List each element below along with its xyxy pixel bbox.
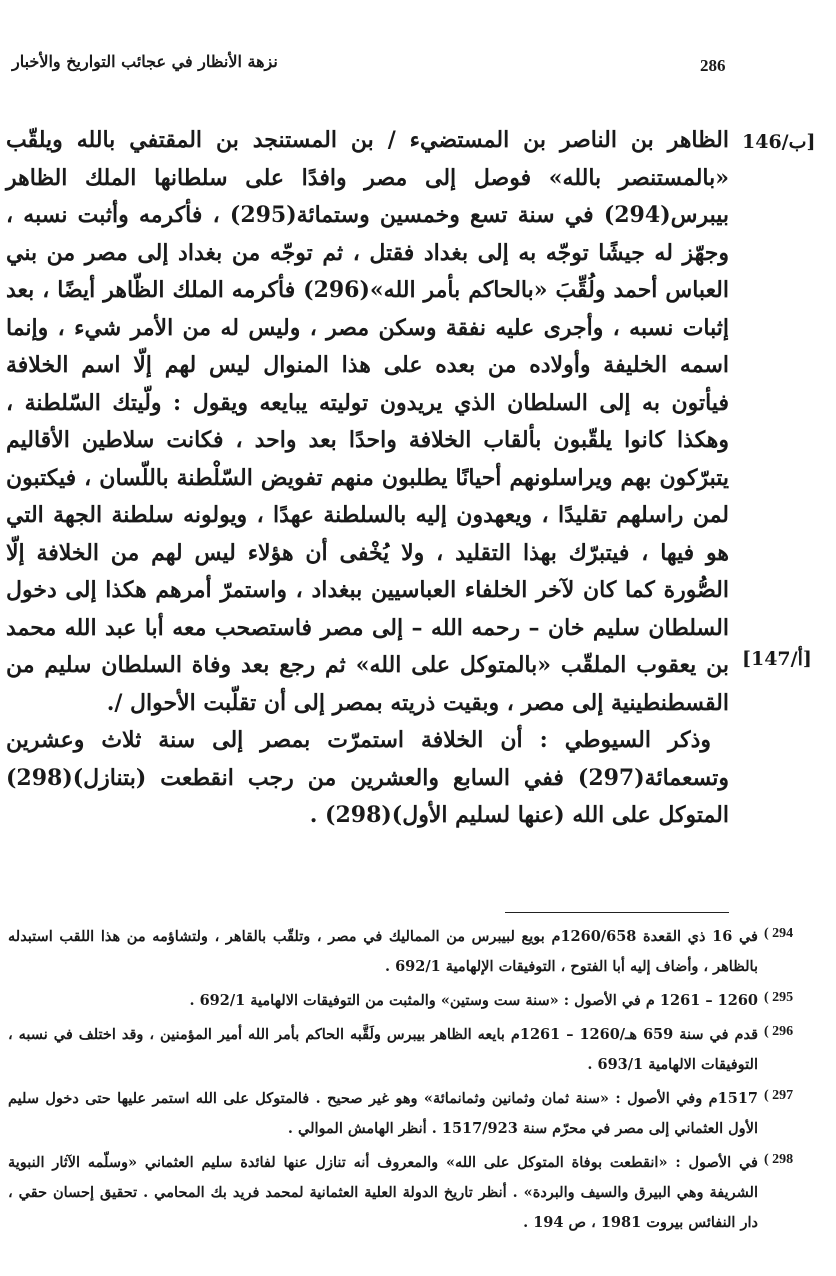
footnote-separator bbox=[505, 912, 729, 913]
main-text-block bbox=[6, 122, 729, 835]
running-header-title: نزهة الأنظار في عجائب التواريخ والأخبار bbox=[12, 52, 278, 71]
footnote bbox=[8, 1020, 822, 1080]
footnotes-section bbox=[8, 922, 822, 1242]
footnote-number: ( 298 bbox=[764, 1152, 794, 1167]
page-number: 286 bbox=[700, 56, 726, 75]
footnote-text: في 16 ذي القعدة 1260/658م بويع لبيبرس من المماليك في مصر ، وتلقّب بالقاهر ، ولتشاؤمه من هذا اللقب استبدله بالظاهر ، وأضاف إليه أبا الفتوح ، التوفيقات الإلهامية 692/1 . bbox=[8, 928, 758, 975]
footnote bbox=[8, 1148, 822, 1238]
footnote-text: قدم في سنة 659 هـ/1260 – 1261م بايعه الظاهر بيبرس ولَقَّبه الحاكم بأمر الله أمير المؤمنين ، وقد اختلف في نسبه ، التوفيقات الالهامية 693/1 . bbox=[8, 1026, 758, 1073]
footnote-number: ( 297 bbox=[764, 1088, 794, 1103]
margin-reference-folio: [147/أ] bbox=[742, 648, 812, 670]
footnote bbox=[8, 1084, 822, 1144]
footnote-number: ( 295 bbox=[764, 990, 794, 1005]
footnote-text: في الأصول : «انقطعت بوفاة المتوكل على الله» والمعروف أنه تنازل عنها لفائدة سليم العثماني «وسلّمه الآثار النبوية الشريفة وهي البيرق والسيف والبردة» . أنظر تاريخ الدولة العلية العثمانية لمحمد فريد بك المحامي . تحقيق إحسان حقي ، دار النفائس بيروت 1981 ، ص 194 . bbox=[8, 1154, 758, 1231]
margin-reference-folio: 146/ب] bbox=[742, 131, 816, 153]
footnote-text: 1517م وفي الأصول : «سنة ثمان وثمانين وثمانمائة» وهو غير صحيح . فالمتوكل على الله استمر عليها حتى دخول سليم الأول العثماني إلى مصر في محرّم سنة 1517/923 . أنظر الهامش الموالي . bbox=[8, 1090, 758, 1137]
footnote-number: ( 294 bbox=[764, 926, 794, 941]
footnote bbox=[8, 986, 822, 1016]
footnote bbox=[8, 922, 822, 982]
body-paragraph: الظاهر بن الناصر بن المستضيء / بن المستنجد بن المقتفي بالله ويلقّب «بالمستنصر بالله» فوصل إلى مصر وافدًا على سلطانها الملك الظاهر بيبرس(294) في سنة تسع وخمسين وستمائة(295) ، فأكرمه وأثبت نسبه ، وجهّز له جيشًا توجّه به إلى بغداد فقتل ، ثم توجّه من بغداد إلى مصر من بني العباس أحمد ولُقِّبَ «بالحاكم بأمر الله»(296) فأكرمه الملك الظّاهر أيضًا ، بعد إثبات نسبه ، وأجرى عليه نفقة وسكن مصر ، وليس له من الأمر شيء ، وإنما اسمه الخليفة وأولاده من بعده على هذا المنوال ليس لهم إلّا اسم الخلافة فيأتون به إلى السلطان الذي يريدون توليته يبايعه ويقول : ولّيتك السّلطنة ، وهكذا كانوا يلقّبون بألقاب الخلافة واحدًا بعد واحد ، فكانت سلاطين الأقاليم يتبرّكون بهم ويراسلونهم أحيانًا يطلبون منهم تفويض السّلْطنة باللّسان ، فيكتبون لمن راسلهم تقليدًا ، ويعهدون إليه بالسلطنة عهدًا ، ويولونه سلطنة الجهة التي هو فيها ، فيتبرّك بهذا التقليد ، ولا يُخْفى أن هؤلاء ليس لهم من الخلافة إلّا الصُّورة كما كان لآخر الخلفاء العباسيين ببغداد ، واستمرّ أمرهم هكذا إلى دخول السلطان سليم خان – رحمه الله – إلى مصر فاستصحب معه أبا عبد الله محمد بن يعقوب الملقّب «بالمتوكل على الله» ثم رجع بعد وفاة السلطان سليم من القسطنطينية إلى مصر ، وبقيت ذريته بمصر إلى أن تقلّبت الأحوال /. bbox=[6, 127, 729, 716]
footnote-number: ( 296 bbox=[764, 1024, 794, 1039]
body-paragraph: وذكر السيوطي : أن الخلافة استمرّت بمصر إلى سنة ثلاث وعشرين وتسعمائة(297) ففي السابع والعشرين من رجب انقطعت (بتنازل)(298) المتوكل على الله (عنها لسليم الأول)(298) . bbox=[6, 727, 729, 828]
footnote-text: 1260 – 1261 م في الأصول : «سنة ست وستين» والمثبت من التوفيقات الالهامية 692/1 . bbox=[189, 992, 758, 1009]
